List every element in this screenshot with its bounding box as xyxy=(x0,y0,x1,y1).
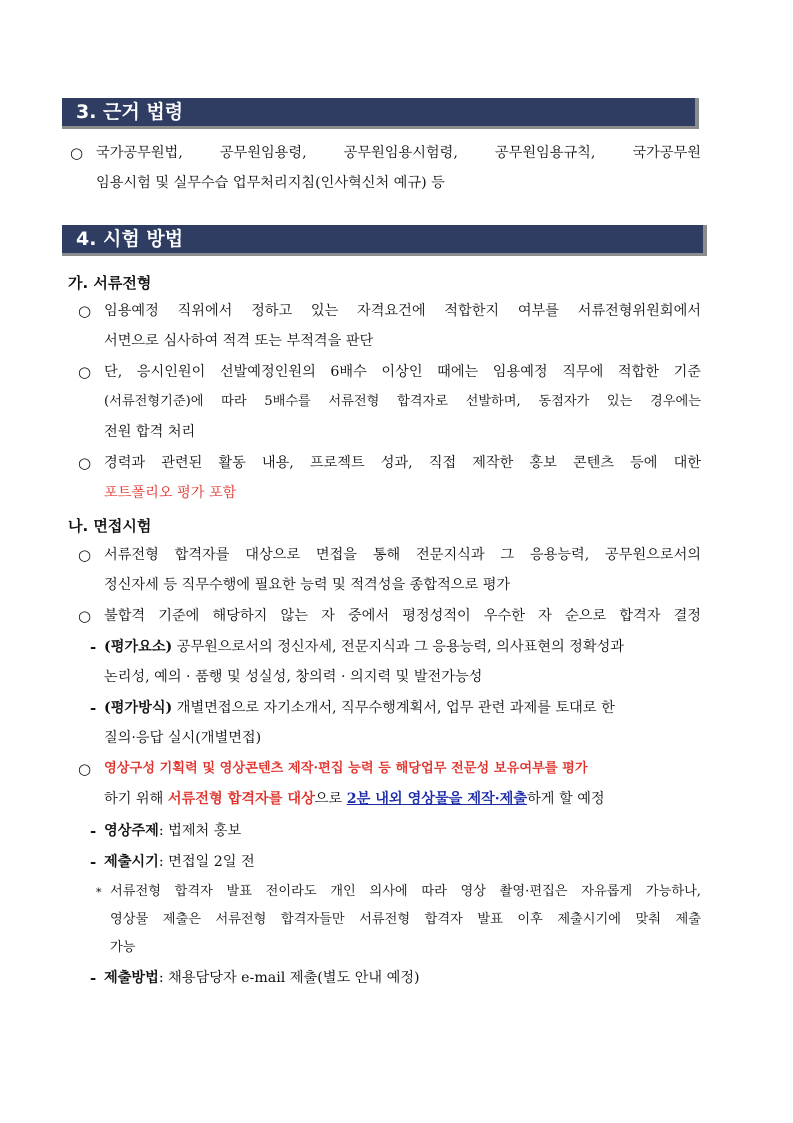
evaluation-method-label: (평가방식) xyxy=(104,700,173,716)
video-connector-text: 으로 xyxy=(314,791,347,807)
video-topic-value: : 법제처 홍보 xyxy=(158,823,242,839)
submission-method-line xyxy=(104,968,420,988)
section-3-title: 3. 근거 법령 xyxy=(76,101,184,123)
bullet-dash: - xyxy=(90,699,97,717)
video-topic-line xyxy=(104,821,241,841)
bullet-dash: - xyxy=(90,822,97,840)
section-3-text-line1: 국가공무원법, 공무원임용령, 공무원임용시험령, 공무원임용규칙, 국가공무원 xyxy=(96,145,701,161)
ga-bullet1-line2: 서면으로 심사하여 적격 또는 부적격을 판단 xyxy=(104,333,374,349)
evaluation-elements-text: 공무원으로서의 정신자세, 전문지식과 그 응용능력, 의사표현의 정확성과 xyxy=(172,639,624,655)
na-dash2-line2: 질의·응답 실시(개별면접) xyxy=(104,730,262,746)
ga-bullet1-line1: 임용예정 직위에서 정하고 있는 자격요건에 적합한지 여부를 서류전형위원회에서 xyxy=(104,303,701,319)
na-dash1-line2: 논리성, 예의 · 품행 및 성실성, 창의력 · 의지력 및 발전가능성 xyxy=(104,669,483,685)
submission-time-line xyxy=(104,852,255,872)
submission-method-value: : 채용담당자 e-mail 제출(별도 안내 예정) xyxy=(158,970,420,986)
na-dash2-line1 xyxy=(104,698,615,718)
note-line2: 영상물 제출은 서류전형 합격자들만 서류전형 합격자 발표 이후 제출시기에 맞춰 제출 xyxy=(110,912,701,927)
section-3-header xyxy=(62,98,699,129)
bullet-circle: ○ xyxy=(78,607,92,625)
ga-bullet3-line1: 경력과 관련된 활동 내용, 프로젝트 성과, 직접 제작한 홍보 콘텐츠 등에 대한 xyxy=(104,455,701,471)
note-star: * xyxy=(96,886,102,899)
video-topic-label: 영상주제 xyxy=(104,823,159,839)
ga-bullet2-line3: 전원 합격 처리 xyxy=(104,424,196,440)
submission-time-label: 제출시기 xyxy=(104,854,159,870)
bullet-circle: ○ xyxy=(78,363,92,381)
na-dash1-line1 xyxy=(104,637,701,657)
evaluation-method-text: 개별면접으로 자기소개서, 직무수행계획서, 업무 관련 과제를 토대로 한 xyxy=(172,700,615,716)
ga-bullet3-line2-portfolio: 포트폴리오 평가 포함 xyxy=(104,485,237,501)
video-target-text: 서류전형 합격자를 대상 xyxy=(167,791,315,807)
bullet-circle: ○ xyxy=(78,302,92,320)
bullet-dash: - xyxy=(90,969,97,987)
na-bullet3-line2 xyxy=(104,789,605,809)
bullet-circle: ○ xyxy=(78,454,92,472)
ga-bullet2-line1: 단, 응시인원이 선발예정인원의 6배수 이상인 때에는 임용예정 직무에 적합한 기준 xyxy=(104,364,701,380)
submission-time-value: : 면접일 2일 전 xyxy=(158,854,255,870)
submission-method-label: 제출방법 xyxy=(104,970,159,986)
bullet-dash: - xyxy=(90,853,97,871)
note-line1: 서류전형 합격자 발표 전이라도 개인 의사에 따라 영상 촬영·편집은 자유롭게 가능하나, xyxy=(110,884,701,899)
bullet-circle: ○ xyxy=(78,546,92,564)
bullet-circle: ○ xyxy=(70,144,84,162)
section-3-text-line2: 임용시험 및 실무수습 업무처리지침(인사혁신처 예규) 등 xyxy=(96,175,445,191)
ga-bullet2-line2: (서류전형기준)에 따라 5배수를 서류전형 합격자로 선발하며, 동점자가 있는 경우에는 xyxy=(104,394,701,409)
section-4-header xyxy=(62,225,707,256)
subheading-interview: 나. 면접시험 xyxy=(68,517,152,535)
na-bullet2-line1: 불합격 기준에 해당하지 않는 자 중에서 평정성적이 우수한 자 순으로 합격자 결정 xyxy=(104,608,701,624)
bullet-dash: - xyxy=(90,638,97,656)
subheading-document-screening: 가. 서류전형 xyxy=(68,274,152,292)
bullet-circle: ○ xyxy=(78,760,92,778)
na-bullet1-line1: 서류전형 합격자를 대상으로 면접을 통해 전문지식과 그 응용능력, 공무원으로서의 xyxy=(104,547,701,563)
na-bullet1-line2: 정신자세 등 직무수행에 필요한 능력 및 적격성을 종합적으로 평가 xyxy=(104,577,511,593)
video-intro-text: 하기 위해 xyxy=(104,791,168,807)
evaluation-elements-label: (평가요소) xyxy=(104,639,173,655)
video-closing-text: 하게 할 예정 xyxy=(527,791,605,807)
note-line3: 가능 xyxy=(110,940,136,955)
video-requirement-text: 2분 내외 영상물을 제작·제출 xyxy=(346,791,528,807)
na-bullet3-line1-video: 영상구성 기획력 및 영상콘텐츠 제작·편집 능력 등 해당업무 전문성 보유여부를 평가 xyxy=(104,761,588,776)
section-4-title: 4. 시험 방법 xyxy=(76,228,184,250)
